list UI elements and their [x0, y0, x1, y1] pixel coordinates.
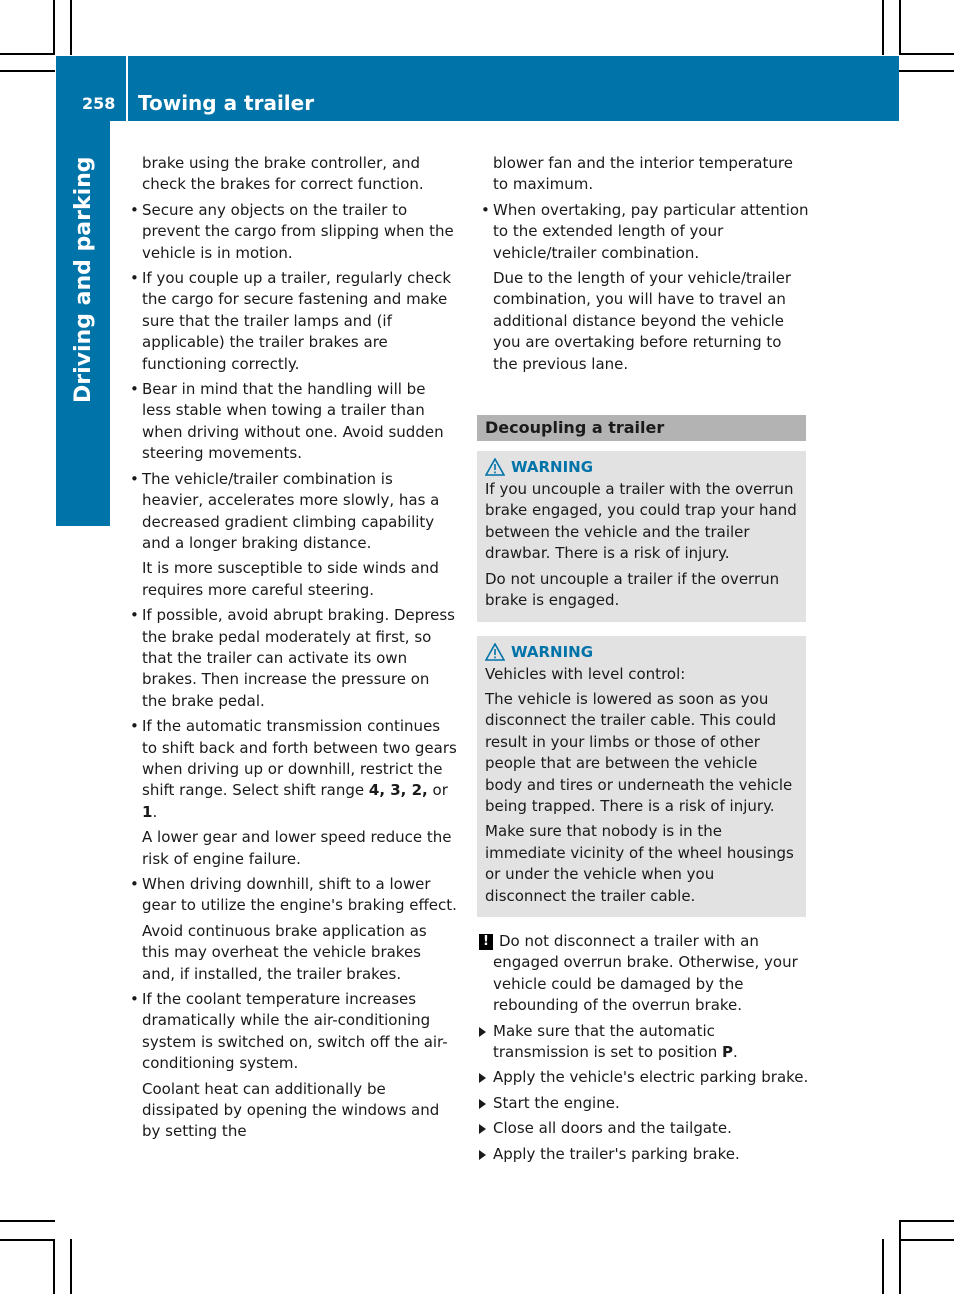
page-number: 258 — [82, 94, 116, 113]
instruction-step: Close all doors and the tailgate. — [479, 1118, 809, 1139]
list-item: • When driving downhill, shift to a lower gear to utilize the engine's braking effect. — [130, 875, 457, 915]
list-item-continuation: Avoid continuous brake application as this may overheat the vehicle brakes and, if installed, the trailer brakes. — [142, 921, 427, 983]
warning-title: WARNING — [485, 640, 798, 664]
list-item-continuation: A lower gear and lower speed reduce the risk of engine failure. — [142, 828, 452, 868]
crop-mark — [899, 1239, 954, 1241]
continued-text: blower fan and the interior temperature to maximum. — [493, 154, 793, 194]
crop-mark — [899, 1222, 901, 1294]
crop-mark — [53, 1239, 55, 1294]
shift-range-values: 4, 3, 2, — [368, 781, 428, 800]
section-heading: Decoupling a trailer — [477, 415, 806, 441]
warning-title: WARNING — [485, 455, 798, 479]
warning-triangle-icon — [485, 458, 505, 476]
list-item: • If possible, avoid abrupt braking. Depress the brake pedal moderately at first, so that the trailer can activate its own brakes. Then increase the pressure on the brake pedal. — [130, 606, 455, 710]
exclamation-icon: ! — [479, 934, 493, 950]
list-item: • If the automatic transmission continues to shift back and forth between two gears when driving up or downhill, restrict the shift range. Select shift range 4, 3, 2, or 1. — [130, 717, 457, 821]
warning-text: Vehicles with level control: — [485, 664, 686, 683]
instruction-step: Apply the trailer's parking brake. — [479, 1144, 809, 1165]
crop-mark — [882, 0, 884, 55]
header-divider — [126, 56, 128, 121]
arrow-right-icon — [479, 1073, 486, 1083]
list-item: • If you couple up a trailer, regularly check the cargo for secure fastening and make sure that the trailer lamps and (if applicable) the trailer brakes are functioning correctly. — [130, 269, 452, 373]
caution-note: ! Do not disconnect a trailer with an engaged overrun brake. Otherwise, your vehicle could be damaged by the rebounding of the overrun brake. — [479, 931, 809, 1017]
crop-mark — [899, 53, 954, 55]
arrow-right-icon — [479, 1150, 486, 1160]
crop-mark — [0, 53, 55, 55]
list-item: • Bear in mind that the handling will be less stable when towing a trailer than when driving without one. Avoid sudden steering movements. — [130, 380, 444, 463]
warning-box — [477, 636, 806, 917]
crop-mark — [70, 1239, 72, 1294]
chapter-tab-label: Driving and parking — [71, 156, 96, 403]
crop-mark — [0, 1220, 55, 1222]
crop-mark — [0, 1239, 55, 1241]
arrow-right-icon — [479, 1099, 486, 1109]
crop-mark — [0, 70, 55, 72]
warning-text: If you uncouple a trailer with the overrun brake engaged, you could trap your hand between the vehicle and the trailer drawbar. There is a risk of injury. — [485, 480, 797, 563]
arrow-right-icon — [479, 1124, 486, 1134]
crop-mark — [899, 70, 954, 72]
crop-mark — [70, 0, 72, 55]
shift-range-value: 1 — [142, 802, 153, 821]
list-item-continuation: It is more susceptible to side winds and requires more careful steering. — [142, 559, 439, 599]
page-title: Towing a trailer — [138, 91, 315, 115]
instruction-step: Apply the vehicle's electric parking brake. — [479, 1067, 809, 1088]
warning-box — [477, 451, 806, 621]
chapter-tab — [56, 121, 110, 526]
crop-mark — [53, 0, 55, 55]
warning-text: The vehicle is lowered as soon as you disconnect the trailer cable. This could result in your limbs or those of other people that are between the vehicle body and tires or underneath the vehicle being trapped. There is a risk of injury. — [485, 689, 793, 815]
list-item: • If the coolant temperature increases dramatically while the air-conditioning system is switched on, switch off the air-conditioning system. — [130, 990, 448, 1073]
list-item-continuation: Coolant heat can additionally be dissipated by opening the windows and by setting the — [142, 1079, 440, 1141]
list-item: • Secure any objects on the trailer to prevent the cargo from slipping when the vehicle is in motion. — [130, 200, 454, 262]
warning-text: Make sure that nobody is in the immediate vicinity of the wheel housings or under the vehicle when you disconnect the trailer cable. — [485, 822, 794, 905]
continued-text: brake using the brake controller, and check the brakes for correct function. — [142, 154, 424, 194]
arrow-right-icon — [479, 1027, 486, 1037]
instruction-step: Make sure that the automatic transmission is set to position P. — [479, 1021, 809, 1064]
warning-triangle-icon — [485, 643, 505, 661]
list-item: • The vehicle/trailer combination is heavier, accelerates more slowly, has a decreased gradient climbing capability and a longer braking distance. — [130, 469, 440, 552]
right-column — [479, 153, 809, 1169]
warning-text: Do not uncouple a trailer if the overrun brake is engaged. — [485, 569, 780, 610]
crop-mark — [899, 1220, 954, 1222]
crop-mark — [882, 1239, 884, 1294]
list-item-continuation: Due to the length of your vehicle/trailer combination, you will have to travel an additional distance beyond the vehicle you are overtaking before returning to the previous lane. — [493, 269, 792, 373]
instruction-step: Start the engine. — [479, 1093, 809, 1114]
left-column — [128, 153, 458, 1147]
crop-mark — [899, 0, 901, 55]
page-header — [56, 56, 899, 121]
gear-position: P — [722, 1043, 734, 1061]
list-item: • When overtaking, pay particular attention to the extended length of your vehicle/trailer combination. — [481, 200, 809, 262]
